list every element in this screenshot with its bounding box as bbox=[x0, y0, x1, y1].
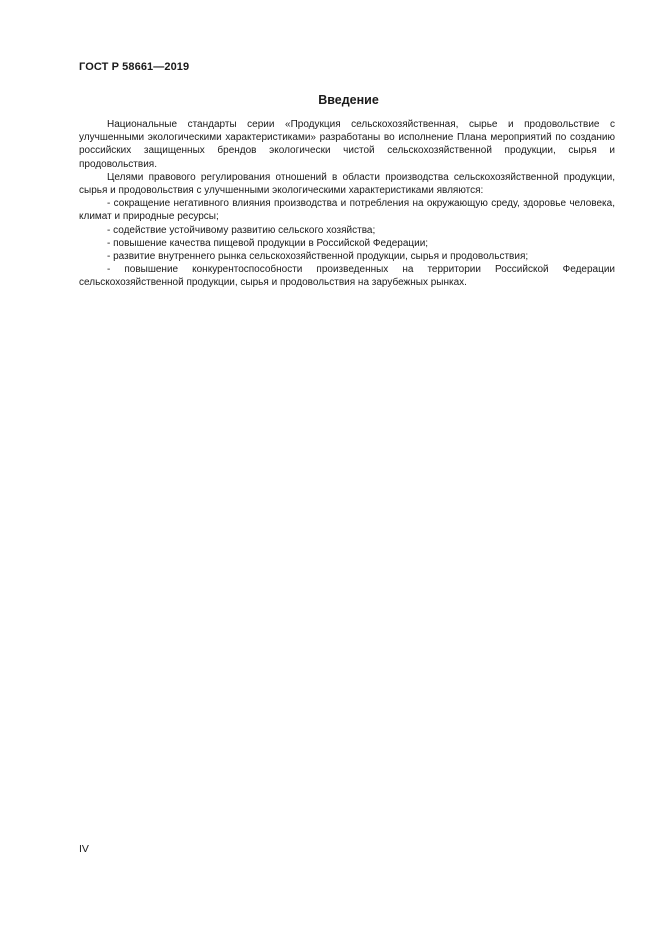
introduction-body bbox=[79, 118, 615, 290]
section-title: Введение bbox=[318, 93, 379, 107]
standard-identifier: ГОСТ Р 58661—2019 bbox=[79, 61, 190, 73]
paragraph: Национальные стандарты серии «Продукция сельскохозяйственная, сырье и продовольствие с улучшенными экологическими характеристиками» разработаны во исполнение Плана мероприятий по созданию российских защищенных брендов экологически чистой сельскохозяйственной продукции, сырья и продовольствия. bbox=[79, 119, 615, 170]
list-item: - содействие устойчивому развитию сельского хозяйства; bbox=[107, 224, 376, 236]
list-item: - повышение конкурентоспособности произведенных на территории Российской Федерации сельскохозяйственной продукции, сырья и продовольствия на зарубежных рынках. bbox=[79, 264, 615, 289]
page-number: IV bbox=[79, 843, 89, 855]
list-item: - сокращение негативного влияния производства и потребления на окружающую среду, здоровье человека, климат и природные ресурсы; bbox=[79, 198, 615, 223]
list-item: - развитие внутреннего рынка сельскохозяйственной продукции, сырья и продовольствия; bbox=[107, 251, 529, 263]
paragraph: Целями правового регулирования отношений в области производства сельскохозяйственной продукции, сырья и продовольствия с улучшенными экологическими характеристиками являются: bbox=[79, 171, 615, 197]
list-item: - повышение качества пищевой продукции в Российской Федерации; bbox=[107, 237, 429, 249]
